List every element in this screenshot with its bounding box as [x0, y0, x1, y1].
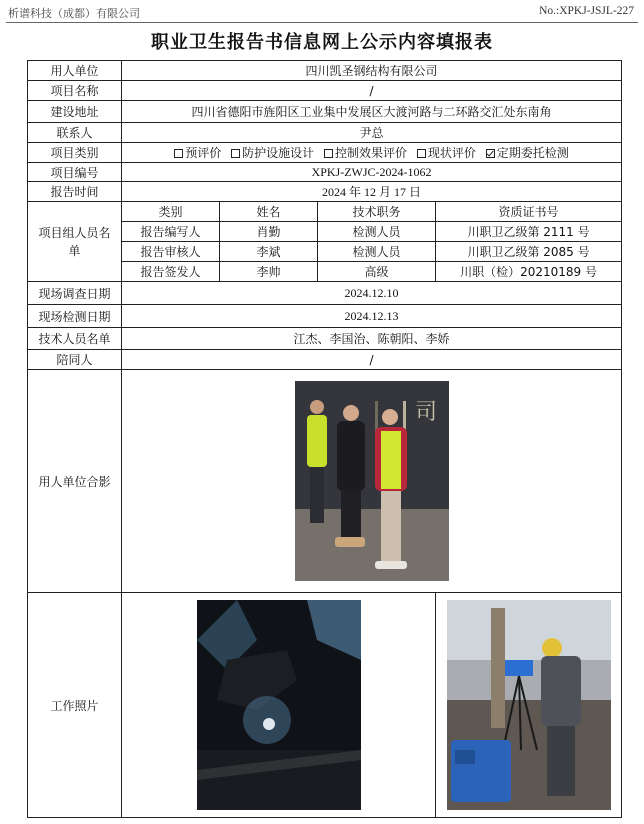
work-photo-cell-1	[122, 593, 436, 818]
team-header-row	[28, 202, 622, 222]
technicians-label: 技术人员名单	[28, 328, 122, 350]
team-row-certificate: 川职（检）20210189 号	[436, 262, 622, 282]
work-photo-welding	[197, 600, 361, 810]
team-row-title: 检测人员	[318, 242, 436, 262]
team-col-category: 类别	[122, 202, 220, 222]
option-pre-evaluation-label: 预评价	[185, 146, 222, 160]
row-report-time	[28, 182, 622, 202]
work-photo-sampling-image	[447, 600, 611, 810]
work-photo-sampling	[447, 600, 611, 810]
row-test-date	[28, 305, 622, 328]
category-options	[122, 143, 622, 163]
company-name: 析谱科技（成都）有限公司	[8, 7, 140, 20]
row-employer	[28, 61, 622, 81]
work-photos-label: 工作照片	[28, 593, 122, 818]
team-row-title: 检测人员	[318, 222, 436, 242]
row-address	[28, 101, 622, 123]
checkbox-protection-design[interactable]	[231, 149, 240, 158]
option-status-evaluation[interactable]	[417, 144, 476, 161]
report-time-label: 报告时间	[28, 182, 122, 202]
option-pre-evaluation[interactable]	[174, 144, 221, 161]
escort-label: 陪同人	[28, 350, 122, 370]
option-periodic-testing[interactable]	[486, 144, 569, 161]
team-row-certificate: 川职卫乙级第 2111 号	[436, 222, 622, 242]
info-form-table	[27, 60, 622, 818]
project-name-value: /	[122, 81, 622, 101]
row-project-name	[28, 81, 622, 101]
row-work-photos	[28, 593, 622, 818]
work-photo-cell-2	[436, 593, 622, 818]
project-no-label: 项目编号	[28, 163, 122, 182]
option-status-evaluation-label: 现状评价	[427, 146, 476, 160]
team-row-name: 李帅	[220, 262, 318, 282]
row-contact	[28, 123, 622, 143]
row-survey-date	[28, 282, 622, 305]
option-periodic-testing-label: 定期委托检测	[496, 146, 569, 160]
contact-label: 联系人	[28, 123, 122, 143]
form-title: 职业卫生报告书信息网上公示内容填报表	[151, 32, 493, 53]
banner-glyph: 司	[414, 400, 437, 425]
team-row-category: 报告编写人	[122, 222, 220, 242]
survey-date-value: 2024.12.10	[122, 282, 622, 305]
group-photo	[295, 381, 449, 581]
checkbox-pre-evaluation[interactable]	[174, 149, 183, 158]
header-divider	[6, 22, 638, 23]
address-value: 四川省德阳市旌阳区工业集中发展区大渡河路与二环路交汇处东南角	[122, 101, 622, 123]
row-project-no	[28, 163, 622, 182]
checkbox-control-effect[interactable]	[324, 149, 333, 158]
escort-value: /	[122, 350, 622, 370]
checkbox-status-evaluation[interactable]	[417, 149, 426, 158]
project-no-value: XPKJ-ZWJC-2024-1062	[122, 163, 622, 182]
row-escort	[28, 350, 622, 370]
survey-date-label: 现场调查日期	[28, 282, 122, 305]
option-control-effect[interactable]	[324, 144, 407, 161]
team-label: 项目组人员名单	[28, 202, 122, 282]
address-label: 建设地址	[28, 101, 122, 123]
team-row-category: 报告签发人	[122, 262, 220, 282]
team-col-title: 技术职务	[318, 202, 436, 222]
row-group-photo	[28, 370, 622, 593]
row-category	[28, 143, 622, 163]
employer-label: 用人单位	[28, 61, 122, 81]
document-number: No.:XPKJ-JSJL-227	[539, 5, 634, 17]
option-protection-design[interactable]	[231, 144, 314, 161]
test-date-value: 2024.12.13	[122, 305, 622, 328]
group-photo-label: 用人单位合影	[28, 370, 122, 593]
team-col-certificate: 资质证书号	[436, 202, 622, 222]
group-photo-cell	[122, 370, 622, 593]
option-protection-design-label: 防护设施设计	[242, 146, 315, 160]
team-row-certificate: 川职卫乙级第 2085 号	[436, 242, 622, 262]
row-technicians	[28, 328, 622, 350]
employer-value: 四川凯圣钢结构有限公司	[122, 61, 622, 81]
team-row-title: 高级	[318, 262, 436, 282]
technicians-value: 江杰、李国治、陈朝阳、李娇	[122, 328, 622, 350]
project-name-label: 项目名称	[28, 81, 122, 101]
team-row-category: 报告审核人	[122, 242, 220, 262]
category-label: 项目类别	[28, 143, 122, 163]
report-time-value: 2024 年 12 月 17 日	[122, 182, 622, 202]
contact-value: 尹总	[122, 123, 622, 143]
team-row-name: 肖勤	[220, 222, 318, 242]
team-row-name: 李斌	[220, 242, 318, 262]
test-date-label: 现场检测日期	[28, 305, 122, 328]
group-photo-image	[295, 381, 449, 581]
work-photo-welding-image	[197, 600, 361, 810]
checkbox-periodic-testing[interactable]	[486, 149, 495, 158]
option-control-effect-label: 控制效果评价	[335, 146, 408, 160]
team-col-name: 姓名	[220, 202, 318, 222]
